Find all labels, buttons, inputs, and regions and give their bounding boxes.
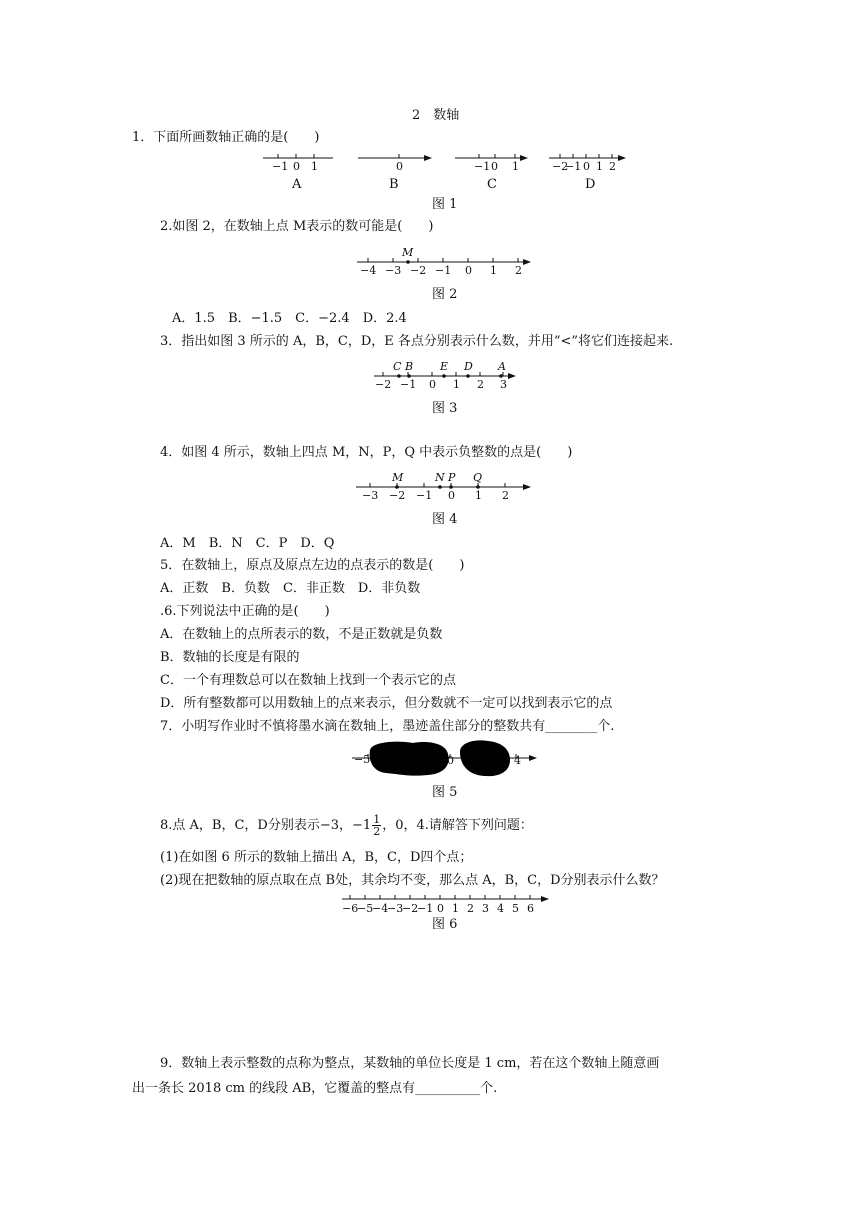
- tick-label: 0: [396, 160, 403, 173]
- question-4: 4．如图 4 所示，数轴上四点 M，N，P，Q 中表示负整数的点是( ): [160, 445, 573, 460]
- tick-label: −1: [272, 160, 289, 173]
- tick-label: 3: [482, 902, 489, 915]
- question-8-text-end: ，0，4.请解答下列问题：: [382, 818, 533, 833]
- point-label: C: [393, 360, 402, 373]
- figure-6: [338, 893, 553, 917]
- figure-3-caption: 图 3: [432, 401, 458, 416]
- tick-label: −4: [360, 264, 377, 277]
- figure-4-caption: 图 4: [432, 512, 458, 527]
- tick-label: 1: [512, 160, 519, 173]
- question-8-part-2: (2)现在把数轴的原点取在点 B处，其余均不变，那么点 A，B，C，D分别表示什么数？: [160, 873, 665, 888]
- tick-label: 4: [497, 902, 504, 915]
- tick-label: 1: [475, 489, 482, 502]
- tick-label: 0: [293, 160, 300, 173]
- tick-label: −1: [435, 264, 452, 277]
- fraction-numerator: 1: [373, 813, 381, 826]
- figure-2: [355, 243, 540, 279]
- tick-label: 6: [527, 902, 534, 915]
- point-label: M: [402, 246, 414, 259]
- tick-label: −5: [357, 902, 374, 915]
- tick-label: −1: [474, 160, 491, 173]
- question-7: 7．小明写作业时不慎将墨水滴在数轴上，墨迹盖住部分的整数共有________个.: [160, 719, 615, 734]
- tick-label: −2: [402, 902, 419, 915]
- figure-1-caption: 图 1: [432, 197, 458, 212]
- option-c-number-line: [455, 154, 527, 192]
- tick-label: −1: [400, 378, 417, 391]
- point-label: A: [498, 360, 506, 373]
- option-label: A: [292, 177, 302, 192]
- question-8-part-1: (1)在如图 6 所示的数轴上描出 A，B，C，D四个点；: [160, 850, 473, 865]
- tick-label: 1: [311, 160, 318, 173]
- figure-3: [370, 357, 520, 393]
- question-6-option-a: A．在数轴上的点所表示的数，不是正数就是负数: [160, 627, 443, 642]
- page-title: 2 数轴: [412, 108, 460, 123]
- ink-blot-left: [370, 742, 449, 776]
- point-label: P: [448, 471, 456, 484]
- tick-label: −1: [565, 160, 582, 173]
- tick-label: 2: [515, 264, 522, 277]
- figure-5: [348, 740, 543, 780]
- tick-label: −5: [354, 753, 371, 766]
- question-6: .6.下列说法中正确的是( ): [160, 604, 330, 619]
- question-4-options: A．M B．N C．P D．Q: [160, 536, 335, 551]
- tick-label: 2: [502, 489, 509, 502]
- tick-label: 3: [500, 378, 507, 391]
- question-2: 2.如图 2，在数轴上点 M表示的数可能是( ): [160, 219, 434, 234]
- option-label: B: [389, 177, 399, 192]
- fraction-one-half: [372, 814, 381, 837]
- option-b-number-line: [358, 154, 431, 192]
- tick-label: 2: [609, 160, 616, 173]
- option-label: D: [585, 177, 596, 192]
- tick-label: 2: [477, 378, 484, 391]
- question-9-line-2: 出一条长 2018 cm 的线段 AB，它覆盖的整点有__________个.: [132, 1081, 498, 1096]
- tick-label: 1: [452, 902, 459, 915]
- tick-label: −6: [342, 902, 359, 915]
- figure-6-caption: 图 6: [432, 917, 458, 932]
- question-6-option-d: D．所有整数都可以用数轴上的点来表示，但分数就不一定可以找到表示它的点: [160, 696, 613, 711]
- point-label: Q: [473, 471, 483, 484]
- question-3: 3．指出如图 3 所示的 A，B，C，D，E 各点分别表示什么数，并用“<”将它们连接起来.: [160, 334, 674, 349]
- tick-label: 0: [491, 160, 498, 173]
- tick-label: 0: [465, 264, 472, 277]
- question-6-option-b: B．数轴的长度是有限的: [160, 650, 300, 665]
- figure-2-caption: 图 2: [432, 287, 458, 302]
- tick-label: 0: [583, 160, 590, 173]
- tick-label: 0: [447, 754, 454, 767]
- question-5-options: A．正数 B．负数 C．非正数 D．非负数: [160, 581, 421, 596]
- ink-blot-right: [460, 740, 510, 776]
- tick-label: −1: [417, 902, 434, 915]
- tick-label: −1: [416, 489, 433, 502]
- option-label: C: [487, 177, 497, 192]
- question-1: 1．下面所画数轴正确的是( ): [132, 130, 320, 145]
- point-label: E: [440, 360, 449, 373]
- point-d: [466, 374, 470, 378]
- tick-label: 0: [437, 902, 444, 915]
- question-9-line-1: 9．数轴上表示整数的点称为整点，某数轴的单位长度是 1 cm，若在这个数轴上随意画: [160, 1056, 660, 1071]
- tick-label: 0: [429, 378, 436, 391]
- option-a-number-line: [263, 154, 333, 192]
- tick-label: 2: [467, 902, 474, 915]
- tick-label: 5: [512, 902, 519, 915]
- figure-5-caption: 图 5: [432, 785, 458, 800]
- point-label: B: [405, 360, 414, 373]
- tick-label: −4: [372, 902, 389, 915]
- tick-label: −2: [552, 160, 569, 173]
- question-6-option-c: C．一个有理数总可以在数轴上找到一个表示它的点: [160, 673, 456, 688]
- tick-label: 0: [448, 489, 455, 502]
- fraction-denominator: 2: [373, 825, 381, 838]
- point-e: [442, 374, 446, 378]
- option-d-number-line: [549, 154, 625, 192]
- tick-label: −2: [375, 378, 392, 391]
- figure-4: [352, 468, 537, 504]
- tick-label: −3: [387, 902, 404, 915]
- tick-label: −2: [410, 264, 427, 277]
- tick-label: 1: [453, 378, 460, 391]
- figure-1: [255, 148, 645, 194]
- tick-label: −3: [362, 489, 379, 502]
- point-label: D: [464, 360, 473, 373]
- question-5: 5．在数轴上，原点及原点左边的点表示的数是( ): [160, 558, 465, 573]
- point-n: [438, 485, 442, 489]
- point-label: M: [392, 471, 404, 484]
- tick-label: 1: [596, 160, 603, 173]
- tick-label: −2: [389, 489, 406, 502]
- tick-label: −3: [385, 264, 402, 277]
- tick-label: 4: [514, 754, 521, 767]
- question-8-text-start: 8.点 A，B，C，D分别表示−3，−1: [160, 818, 372, 833]
- question-2-options: A．1.5 B．−1.5 C．−2.4 D．2.4: [172, 311, 407, 326]
- tick-label: 1: [490, 264, 497, 277]
- point-label: N: [435, 471, 445, 484]
- question-8: [160, 814, 533, 837]
